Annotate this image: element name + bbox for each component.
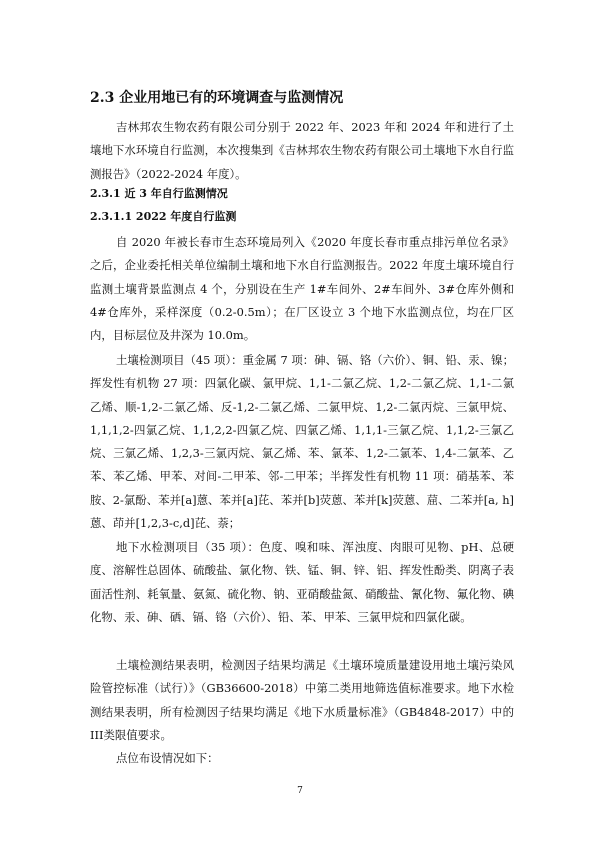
page-number: 7 [297,786,303,796]
subsubsection-heading: 2.3.1.1 2022 年度自行监测 [90,210,237,223]
monitoring-overview-paragraph: 自 2020 年被长春市生态环境局列入《2020 年度长春市重点排污单位名录》之后，企业委托相关单位编制土壤和地下水自行监测报告。2022 年度土壤环境自行监测土壤背景监测点 4 个，分别设在生产 1#车间外、2#车间外、3#仓库外侧和 4#仓库外，采样深度（0.2-0.5m）；在厂区设立 3 个地下水监测点位，均在厂区内，目标层位及井深为 10.0m。 [90,235,514,343]
soil-items-paragraph: 土壤检测项目（45 项）：重金属 7 项：砷、镉、铬（六价）、铜、铅、汞、镍；挥发性有机物 27 项：四氯化碳、氯甲烷、1,1-二氯乙烷、1,2-二氯乙烷、1,1-二氯乙烯、顺-1,2-二氯乙烯、反-1,2-二氯乙烯、二氯甲烷、1,2-二氯丙烷、三氯甲烷、1,1,1,2-四氯乙烷、1,1,2,2-四氯乙烷、四氯乙烯、1,1,1-三氯乙烷、1,1,2-三氯乙烷、三氯乙烯、1,2,3-三氯丙烷、氯乙烯、苯、氯苯、1,2-二氯苯、1,4-二氯苯、乙苯、苯乙烯、甲苯、对间-二甲苯、邻-二甲苯；半挥发性有机物 11 项：硝基苯、苯胺、2-氯酚、苯并[a]蒽、苯并[a]芘、苯并[b]荧蒽、苯并[k]荧蒽、䓛、二苯并[a, h]蒽、茚并[1,2,3-c,d]芘、萘； [90,353,514,531]
layout-intro-paragraph: 点位布设情况如下： [116,751,219,765]
section-intro-paragraph: 吉林邦农生物农药有限公司分别于 2022 年、2023 年和 2024 年和进行了土壤地下水环境自行监测，本次搜集到《吉林邦农生物农药有限公司土壤地下水自行监测报告》（2022-2024 年度）。 [90,120,514,181]
section-heading: 2.3 企业用地已有的环境调查与监测情况 [90,90,344,106]
results-paragraph: 土壤检测结果表明，检测因子结果均满足《土壤环境质量建设用地土壤污染风险管控标准（试行）》（GB36600-2018）中第二类用地筛选值标准要求。地下水检测结果表明，所有检测因子结果均满足《地下水质量标准》（GB4848-2017）中的III类限值要求。 [90,658,514,742]
subsection-heading: 2.3.1 近 3 年自行监测情况 [90,187,228,200]
groundwater-items-paragraph: 地下水检测项目（35 项）：色度、嗅和味、浑浊度、肉眼可见物、pH、总硬度、溶解性总固体、硫酸盐、氯化物、铁、锰、铜、锌、铝、挥发性酚类、阴离子表面活性剂、耗氧量、氨氮、硫化物、钠、亚硝酸盐氮、硝酸盐、氰化物、氟化物、碘化物、汞、砷、硒、镉、铬（六价）、铅、苯、甲苯、三氯甲烷和四氯化碳。 [90,540,514,624]
